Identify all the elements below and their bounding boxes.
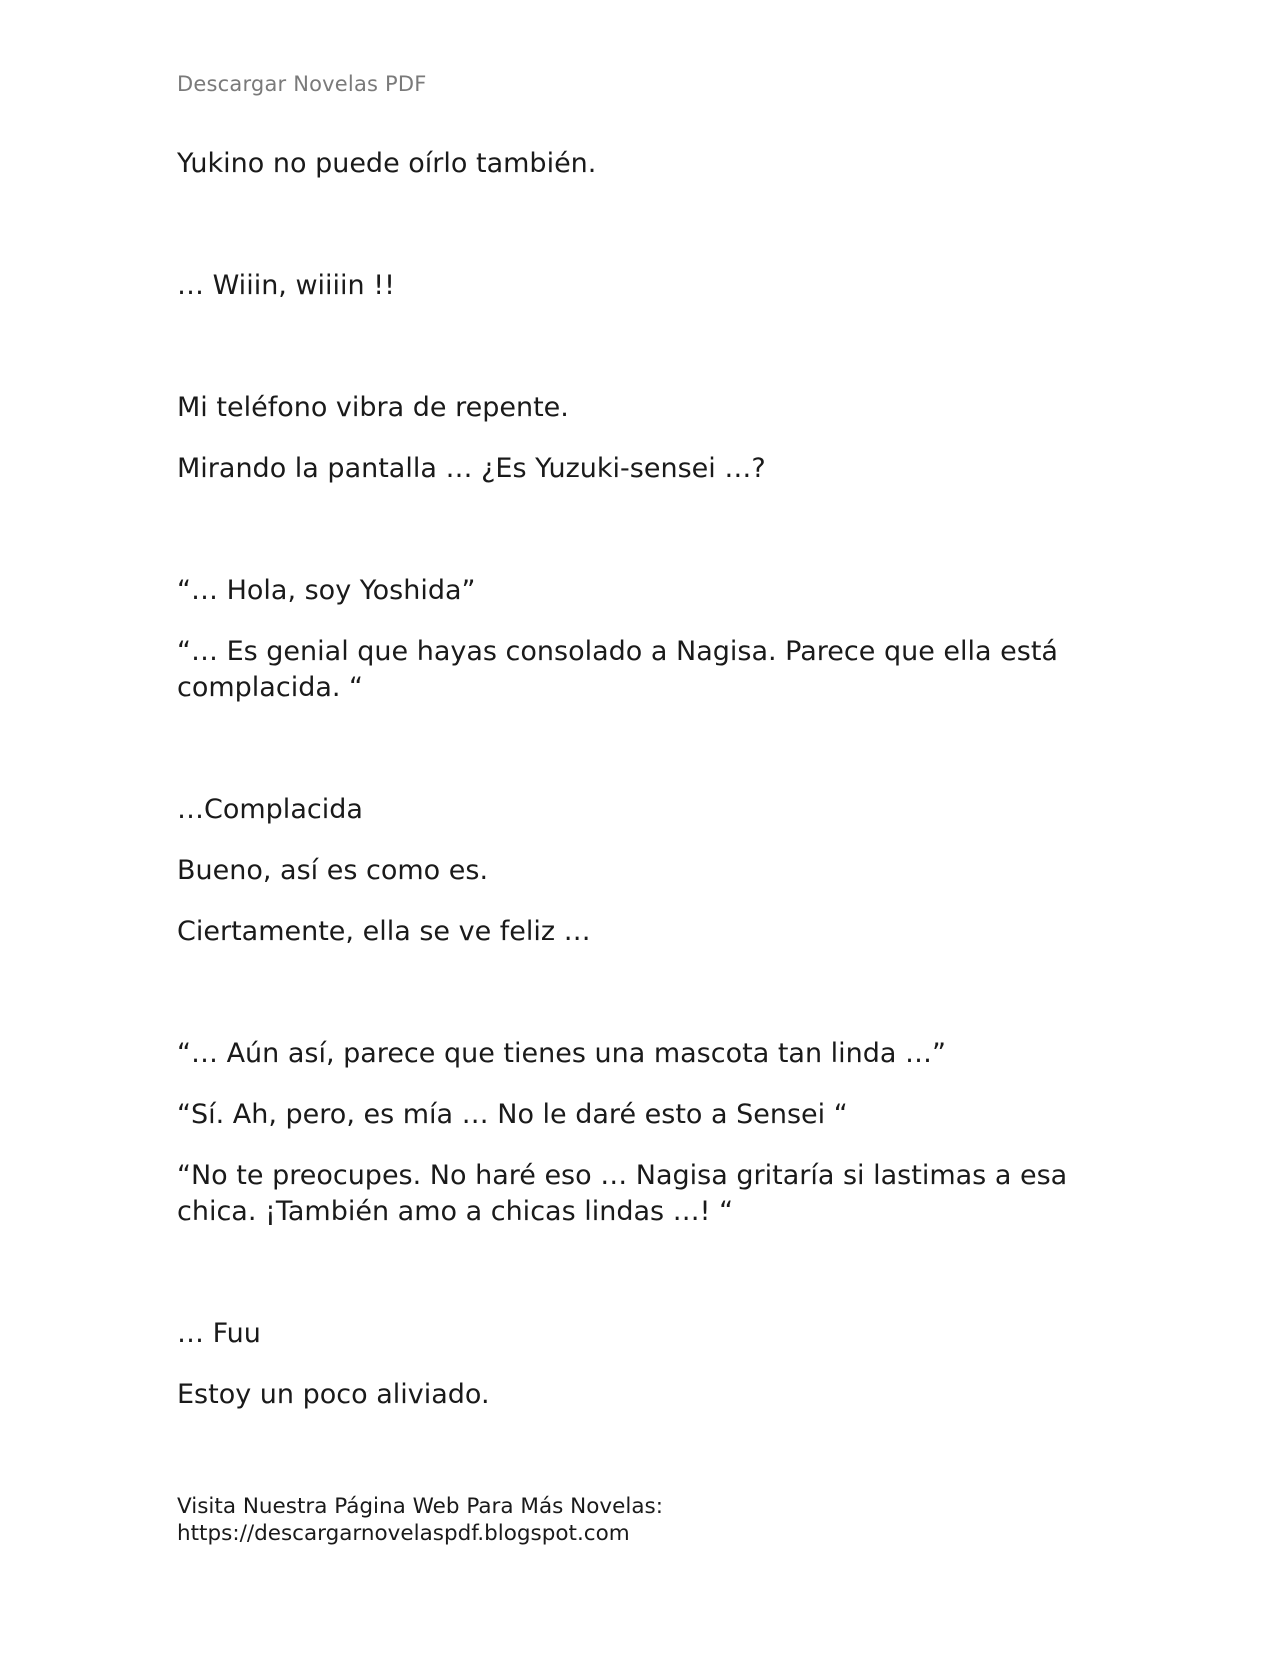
footer-promo-text: Visita Nuestra Página Web Para Más Novelas: <box>177 1494 663 1519</box>
paragraph-12: “No te preocupes. No haré eso … Nagisa gritaría si lastimas a esa chica. ¡También amo a chicas lindas …! “ <box>177 1160 1068 1227</box>
paragraph-13: … Fuu <box>177 1318 261 1349</box>
paragraph-5: “… Hola, soy Yoshida” <box>177 575 476 606</box>
paragraph-8: Bueno, así es como es. <box>177 855 489 886</box>
paragraph-7: …Complacida <box>177 794 363 825</box>
paragraph-4: Mirando la pantalla … ¿Es Yuzuki-sensei …? <box>177 453 766 484</box>
paragraph-3: Mi teléfono vibra de repente. <box>177 392 569 423</box>
paragraph-6: “… Es genial que hayas consolado a Nagisa. Parece que ella está complacida. “ <box>177 636 1058 703</box>
footer-website-link[interactable]: https://descargarnovelaspdf.blogspot.com <box>177 1521 630 1546</box>
paragraph-1: Yukino no puede oírlo también. <box>177 148 597 179</box>
paragraph-2: … Wiiin, wiiiin !! <box>177 270 395 301</box>
paragraph-11: “Sí. Ah, pero, es mía … No le daré esto a Sensei “ <box>177 1099 848 1130</box>
paragraph-9: Ciertamente, ella se ve feliz … <box>177 916 591 947</box>
paragraph-10: “… Aún así, parece que tienes una mascota tan linda …” <box>177 1038 947 1069</box>
paragraph-14: Estoy un poco aliviado. <box>177 1379 490 1410</box>
page-header: Descargar Novelas PDF <box>177 72 427 96</box>
page-footer <box>177 1493 663 1547</box>
